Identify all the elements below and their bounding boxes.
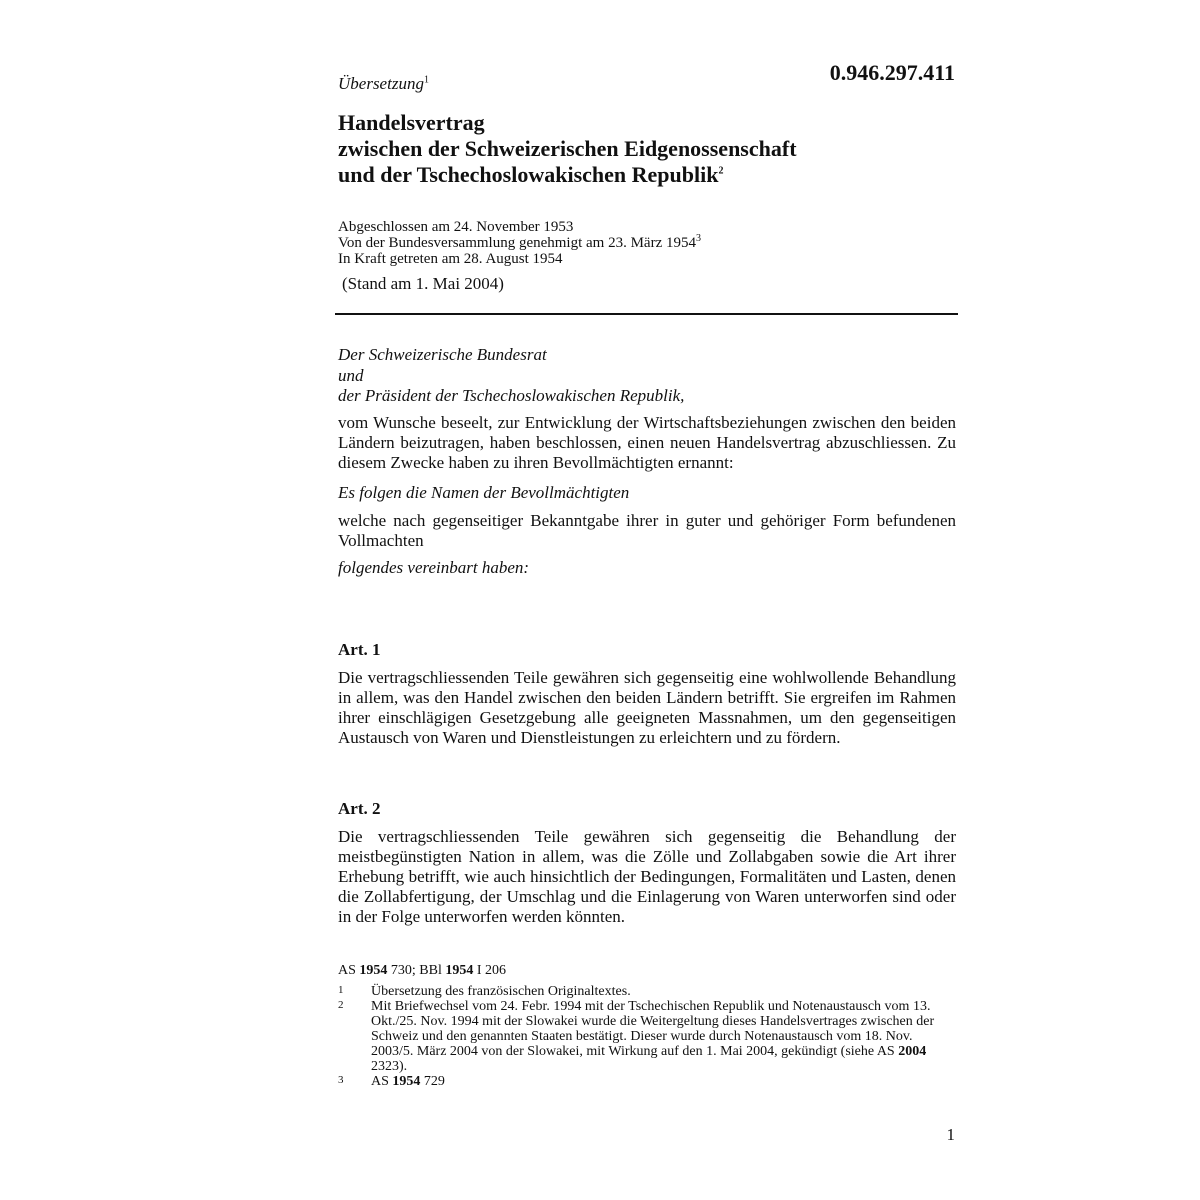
title-line-1: Handelsvertrag: [338, 110, 485, 135]
header-divider: [335, 313, 958, 315]
document-title: [338, 110, 958, 188]
article-1-heading: Art. 1: [338, 640, 381, 659]
title-line-2: zwischen der Schweizerischen Eidgenossenschaft: [338, 136, 797, 161]
preamble-party-2: der Präsident der Tschechoslowakischen Republik,: [338, 386, 685, 405]
article-2-text: Die vertragschliessenden Teile gewähren sich gegenseitig die Behandlung der meistbegünstigten Nation in allem, was die Zölle und Zollabgaben sowie die Art ihrer Erhebung betrifft, wie auch hinsichtlich der Bedingungen, Formalitäten und Lasten, denen die Zollabfertigung, der Umschlag und die Einlagerung von Waren unterworfen sind oder in der Folge unterworfen werden könnten.: [338, 827, 956, 926]
footnote-1: [338, 984, 938, 999]
preamble-agreed: folgendes vereinbart haben:: [338, 558, 530, 577]
source-reference: AS 1954 730; BBl 1954 I 206: [338, 963, 507, 978]
preamble-party-1: Der Schweizerische Bundesrat: [338, 345, 547, 364]
preamble-and: und: [338, 366, 364, 385]
footnote-text: Übersetzung des französischen Originaltextes.: [371, 984, 631, 999]
page-number: 1: [946, 1125, 955, 1144]
preamble-wish: vom Wunsche beseelt, zur Entwicklung der Wirtschaftsbeziehungen zwischen den beiden Ländern beizutragen, haben beschlossen, einen neuen Handelsvertrag abzuschliessen. Zu diesem Zwecke haben zu ihren Bevollmächtigten ernannt:: [338, 413, 956, 472]
article-2-heading: Art. 2: [338, 799, 381, 818]
footnote-text: Mit Briefwechsel vom 24. Febr. 1994 mit der Tschechischen Republik und Notenaustausch vom 13. Okt./25. Nov. 1994 mit der Slowakei wurde die Weitergeltung dieses Handelsvertrages zwischen der Schweiz und den genannten Staaten bestätigt. Dieser wurde durch Notenaustausch vom 18. Nov. 2003/5. März 2004 von der Slowakei, mit Wirkung auf den 1. Mai 2004, gekündigt (siehe AS 2004 2323).: [371, 999, 935, 1074]
in-force-date: In Kraft getreten am 28. August 1954: [338, 251, 563, 267]
footnote-2: [338, 999, 938, 1074]
footnote-number: 1: [338, 984, 344, 996]
concluded-date: Abgeschlossen am 24. November 1953: [338, 219, 574, 235]
footnote-number: 3: [338, 1074, 344, 1086]
footnote-ref-1: 1: [423, 74, 429, 86]
translation-label: Übersetzung$^1$: [338, 74, 429, 93]
footnote-number: 2: [338, 999, 344, 1011]
title-line-3: und der Tschechoslowakischen Republik$^2$: [338, 162, 724, 187]
treaty-dates: [338, 219, 958, 267]
footnote-3: [338, 1074, 938, 1089]
preamble-names-follow: Es folgen die Namen der Bevollmächtigten: [338, 483, 630, 502]
status-date: (Stand am 1. Mai 2004): [342, 274, 504, 293]
approved-date: Von der Bundesversammlung genehmigt am 23. März 1954$^3$: [338, 233, 701, 251]
sr-number: 0.946.297.411: [829, 60, 955, 85]
footnote-ref-3: 3: [696, 233, 701, 244]
footnote-text: AS 1954 729: [371, 1074, 445, 1089]
article-1-text: Die vertragschliessenden Teile gewähren sich gegenseitig eine wohlwollende Behandlung in allem, was den Handel zwischen den beiden Ländern betrifft. Sie ergreifen im Rahmen ihrer einschlägigen Gesetzgebung alle geeigneten Massnahmen, um den gegenseitigen Austausch von Waren und Dienstleistungen zu erleichtern und zu fördern.: [338, 668, 956, 747]
preamble-credentials: welche nach gegenseitiger Bekanntgabe ihrer in guter und gehöriger Form befundenen Vollmachten: [338, 511, 956, 550]
footnote-ref-2: 2: [718, 165, 724, 177]
footnotes: [338, 963, 938, 1089]
